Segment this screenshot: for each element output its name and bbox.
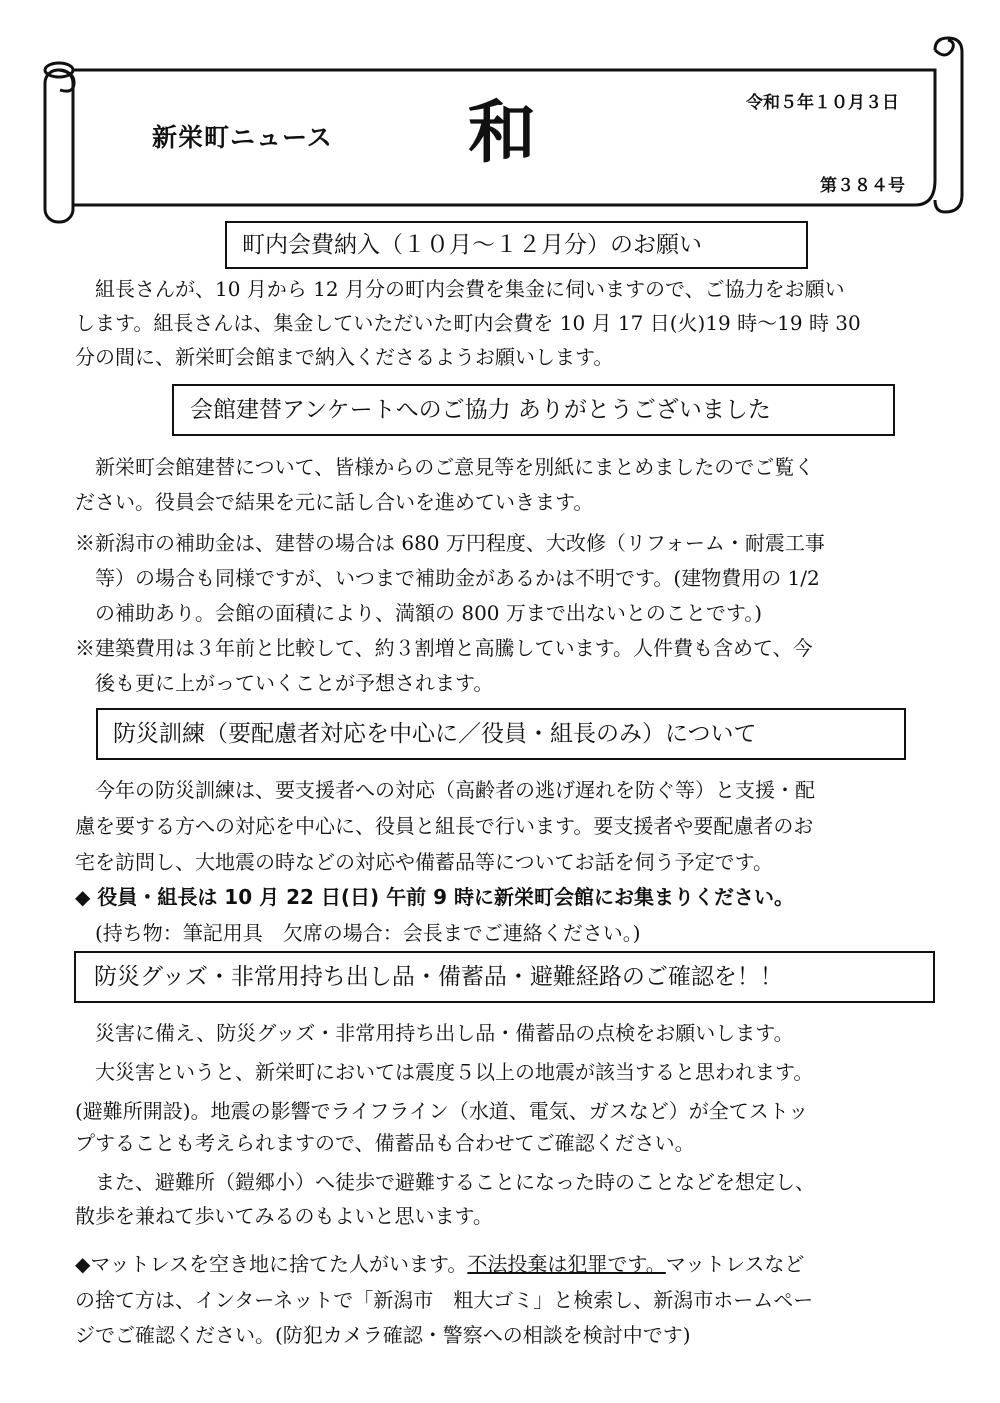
survey-line-5: の補助あり。会館の面積により、満額の 800 万まで出ないとのことです。) — [75, 601, 763, 625]
issue-date: 令和５年１０月３日 — [746, 93, 899, 113]
section-heading-drill: 防災訓練（要配慮者対応を中心に／役員・組長のみ）について — [96, 708, 906, 760]
section-heading-dues: 町内会費納入（１０月～１２月分）のお願い — [225, 221, 808, 269]
survey-line-7: 後も更に上がっていくことが予想されます。 — [75, 671, 494, 695]
drill-notice-sub: (持ち物：筆記用具 欠席の場合：会長までご連絡ください。) — [75, 921, 641, 945]
drill-line-3: 宅を訪問し、大地震の時などの対応や備蓄品等についてお話を伺う予定です。 — [75, 850, 773, 874]
prep-line-4: プすることも考えられますので、備蓄品も合わせてご確認ください。 — [75, 1131, 695, 1155]
section-heading-disaster-prep: 防災グッズ・非常用持ち出し品・備蓄品・避難経路のご確認を！！ — [74, 951, 935, 1003]
dues-line-2: します。組長さんは、集金していただいた町内会費を 10 月 17 日(火)19 時～19 時 30 — [75, 311, 861, 335]
dues-line-1: 組長さんが、10 月から 12 月分の町内会費を集金に伺いますので、ご協力をお願い — [75, 277, 845, 301]
prep-line-2: 大災害というと、新栄町においては震度５以上の地震が該当すると思われます。 — [75, 1060, 814, 1084]
prep-line-5: また、避難所（鎧郷小）へ徒歩で避難することになった時のことなどを想定し、 — [75, 1170, 815, 1194]
survey-line-6: ※建築費用は３年前と比較して、約３割増と高騰しています。人件費も含めて、今 — [75, 636, 813, 660]
newsletter-title: 和 — [468, 94, 537, 173]
dumping-line-1 — [75, 1247, 804, 1281]
drill-line-2: 慮を要する方への対応を中心に、役員と組長で行います。要支援者や要配慮者のお — [75, 814, 814, 838]
survey-line-2: ださい。役員会で結果を元に話し合いを進めていきます。 — [75, 490, 594, 514]
illegal-dumping-warning: 不法投棄は犯罪です。 — [467, 1252, 666, 1276]
drill-line-1: 今年の防災訓練は、要支援者への対応（高齢者の逃げ遅れを防ぐ等）と支援・配 — [75, 778, 815, 802]
prep-line-1: 災害に備え、防災グッズ・非常用持ち出し品・備蓄品の点検をお願いします。 — [75, 1021, 794, 1045]
survey-line-3: ※新潟市の補助金は、建替の場合は 680 万円程度、大改修（リフォーム・耐震工事 — [75, 531, 825, 555]
dumping-line-2: の捨て方は、インターネットで「新潟市 粗大ゴミ」と検索し、新潟市ホームペー — [75, 1288, 814, 1312]
section-heading-survey: 会館建替アンケートへのご協力 ありがとうございました — [172, 384, 895, 436]
issue-number: 第３８４号 — [820, 176, 905, 196]
survey-line-4: 等）の場合も同様ですが、いつまで補助金があるかは不明です。(建物費用の 1/2 — [75, 566, 820, 590]
town-news-label: 新栄町ニュース — [152, 123, 333, 152]
drill-notice: ◆ 役員・組長は 10 月 22 日(日) 午前 9 時に新栄町会館にお集まりください。 — [75, 885, 794, 909]
dumping-text-c: マットレスなど — [665, 1252, 805, 1276]
survey-line-1: 新栄町会館建替について、皆様からのご意見等を別紙にまとめましたのでご覧く — [75, 455, 815, 479]
dumping-text-a: ◆マットレスを空き地に捨てた人がいます。 — [75, 1252, 468, 1276]
dues-line-3: 分の間に、新栄町会館まで納入くださるようお願いします。 — [75, 345, 614, 369]
dumping-line-3: ジでご確認ください。(防犯カメラ確認・警察への相談を検討中です) — [75, 1323, 691, 1347]
prep-line-6: 散歩を兼ねて歩いてみるのもよいと思います。 — [75, 1204, 493, 1228]
prep-line-3: (避難所開設)。地震の影響でライフライン（水道、電気、ガスなど）が全てストッ — [75, 1099, 809, 1123]
